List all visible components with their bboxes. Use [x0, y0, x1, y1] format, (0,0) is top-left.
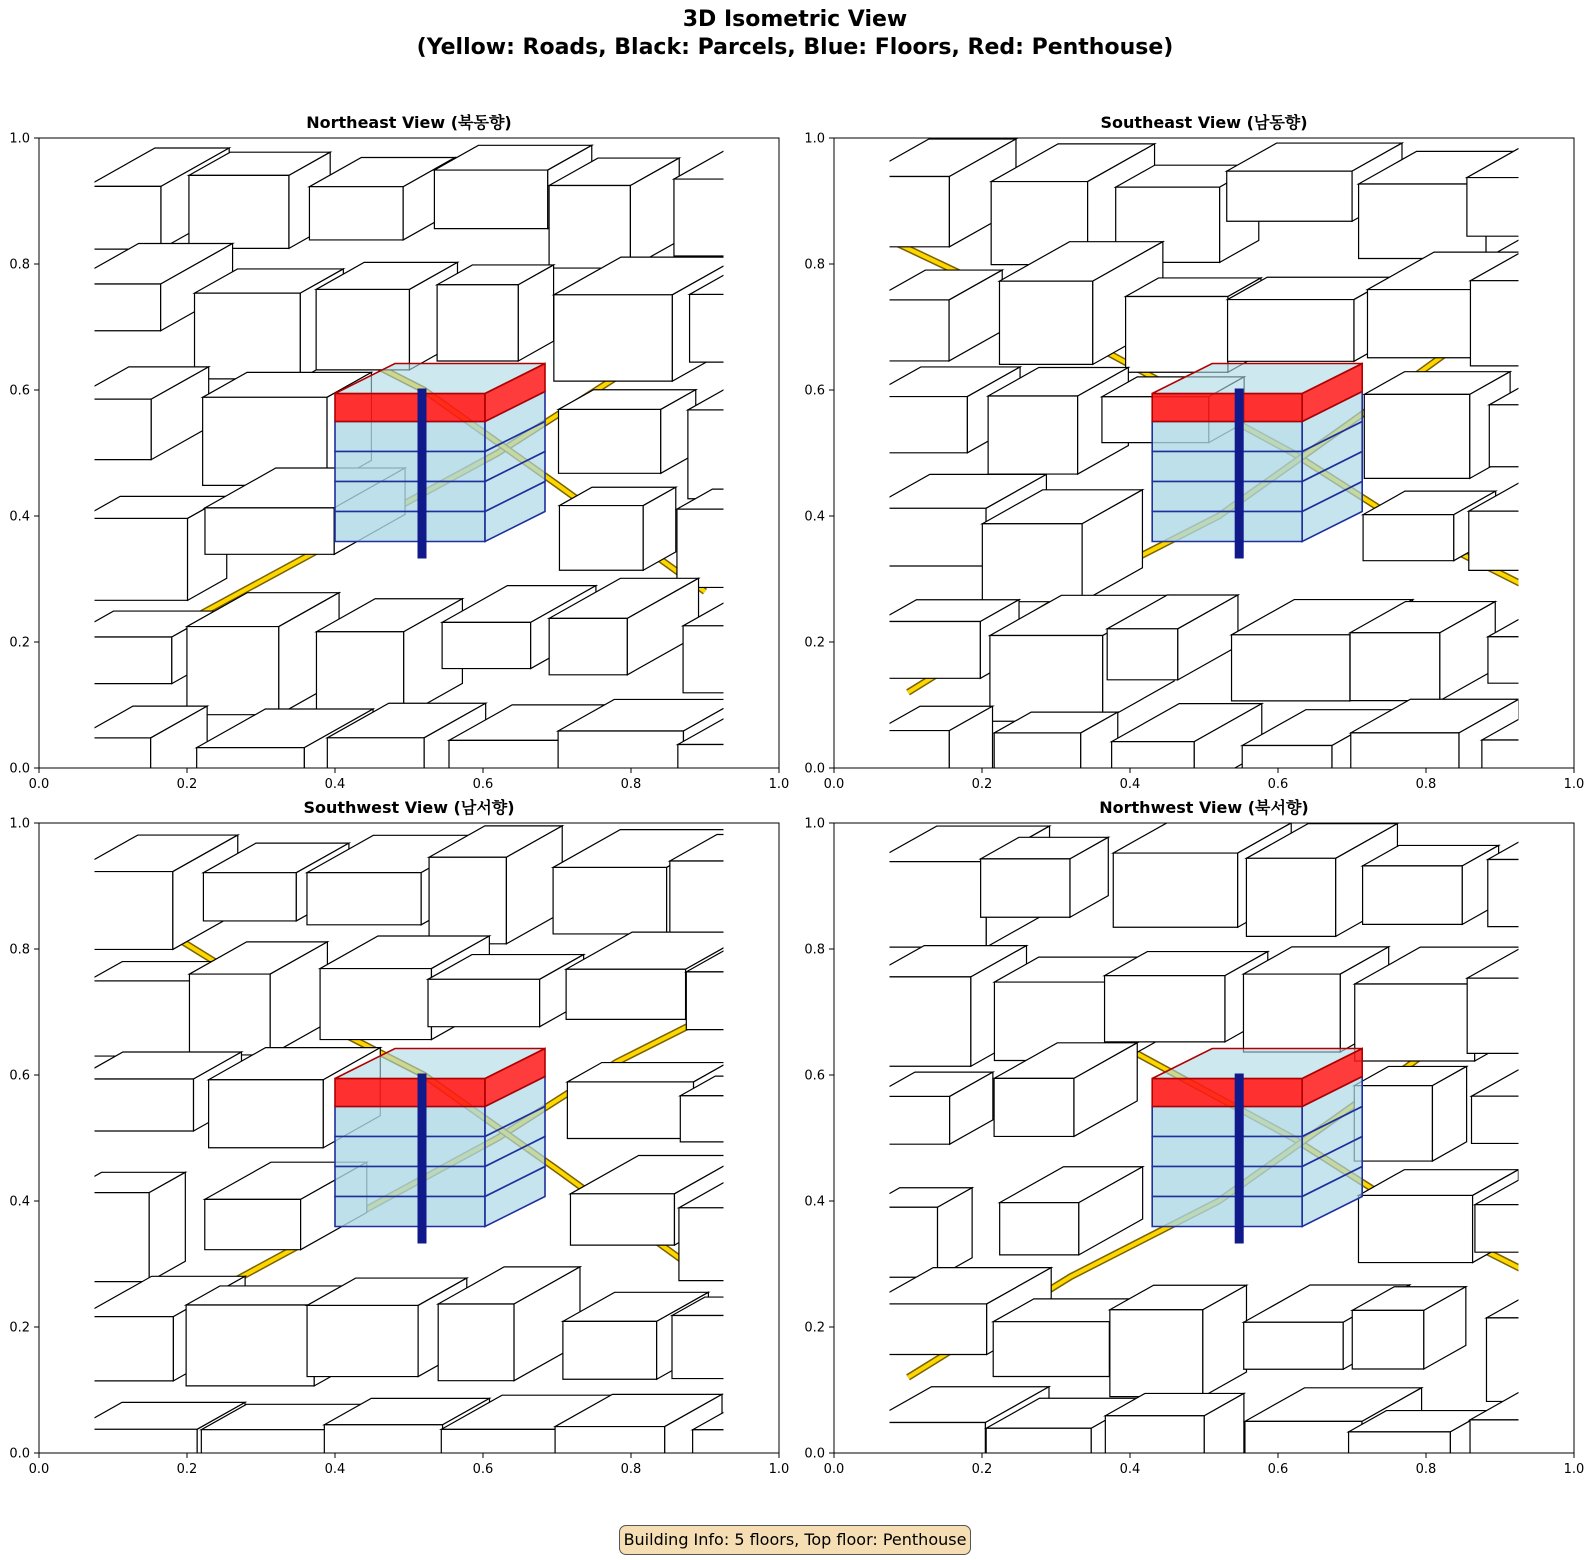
panel-title: Southwest View (남서향) [303, 798, 515, 817]
y-tick-label: 0.4 [804, 509, 825, 525]
y-tick-label: 0.6 [804, 1068, 825, 1084]
parcel-building-face [189, 974, 270, 1055]
parcel-building-face [309, 187, 403, 240]
y-tick-label: 0.6 [9, 1068, 30, 1084]
core-column [418, 389, 427, 559]
parcel-building-face [71, 399, 151, 459]
building-info-box: Building Info: 5 floors, Top floor: Penthouse [619, 1525, 971, 1555]
y-tick-label: 0.2 [9, 1320, 30, 1336]
parcel-building-face [307, 873, 421, 925]
x-tick-label: 1.0 [768, 777, 790, 792]
floor-front-2 [335, 452, 485, 482]
core-column [1235, 389, 1244, 559]
target-building [1152, 1049, 1362, 1244]
y-tick-label: 1.0 [804, 816, 825, 832]
parcel-building-face [1000, 1203, 1079, 1255]
y-tick-label: 0.0 [804, 1446, 825, 1462]
parcel-building-face [567, 1082, 693, 1139]
parcel-building-face [195, 293, 301, 379]
parcel-building-face [1227, 171, 1352, 221]
penthouse-front [335, 1079, 485, 1107]
parcel-building-face [683, 626, 773, 693]
parcel-building-top [674, 147, 821, 179]
parcel-building-face [1228, 300, 1354, 362]
parcel-building-face [993, 1322, 1109, 1377]
figure-title: 3D Isometric View [682, 7, 908, 32]
parcel-building-face [988, 396, 1078, 474]
y-tick-label: 0.2 [804, 635, 825, 651]
parcel-building-face [201, 1430, 327, 1506]
figure-subtitle: (Yellow: Roads, Black: Parcels, Blue: Floors, Red: Penthouse) [416, 35, 1174, 60]
parcel-building-face [187, 627, 279, 715]
panel-title: Southeast View (남동향) [1100, 113, 1308, 132]
panel-southwest [9, 798, 856, 1518]
parcel-building-face [75, 1079, 194, 1131]
floor-front-1 [335, 1107, 485, 1137]
y-tick-label: 0.8 [9, 257, 30, 273]
parcel-building-side [762, 1076, 797, 1142]
panel-title: Northeast View (북동향) [306, 113, 512, 132]
y-tick-label: 0.2 [804, 1320, 825, 1336]
parcel-building-face [205, 508, 334, 554]
panel-northwest [804, 798, 1590, 1517]
parcel-building-face [686, 972, 783, 1030]
parcel-building-face [549, 186, 630, 269]
parcel-building-face [677, 509, 762, 587]
parcel-building-face [680, 1096, 762, 1142]
parcel-building-face [76, 738, 150, 821]
parcel-building-face [865, 1207, 937, 1277]
parcel-building-top [1488, 836, 1590, 860]
scene [834, 139, 1590, 819]
panel-northeast [9, 113, 866, 821]
x-tick-label: 0.8 [620, 1462, 642, 1477]
x-tick-label: 1.0 [1563, 1462, 1585, 1477]
x-tick-label: 1.0 [1563, 777, 1585, 792]
parcel-building-face [441, 1429, 561, 1474]
parcel-building-face [1355, 984, 1475, 1061]
parcel-building-face [1364, 394, 1469, 478]
parcel-building-face [570, 1194, 674, 1245]
y-tick-label: 0.6 [804, 383, 825, 399]
x-tick-label: 0.8 [1415, 1462, 1437, 1477]
core-column [418, 1074, 427, 1244]
x-tick-label: 0.8 [1415, 777, 1437, 792]
parcel-building-face [872, 1096, 950, 1144]
parcel-building-face [877, 731, 950, 811]
parcel-building-face [80, 1317, 173, 1381]
parcel-building-face [209, 1080, 324, 1148]
core-column [1235, 1074, 1244, 1244]
parcel-building-face [437, 285, 518, 361]
x-tick-label: 1.0 [768, 1462, 790, 1477]
parcel-building-face [1470, 1420, 1577, 1474]
parcel-building-side [1542, 149, 1590, 237]
parcel-building-face [1105, 976, 1225, 1042]
x-tick-label: 0.0 [28, 1462, 50, 1477]
parcel-building-face [1486, 1318, 1562, 1402]
parcel-building-face [869, 508, 986, 566]
y-tick-label: 0.8 [804, 942, 825, 958]
parcel-building-side [765, 147, 821, 255]
floor-front-4 [1152, 512, 1302, 542]
parcel-building-face [434, 170, 547, 229]
x-tick-label: 0.4 [1119, 777, 1141, 792]
floor-front-1 [1152, 1107, 1302, 1137]
parcel-building-face [429, 857, 506, 944]
parcel-building-face [1358, 1195, 1472, 1262]
parcel-building-face [316, 289, 409, 369]
parcel-building-face [566, 969, 685, 1019]
parcel-building-face [999, 281, 1092, 364]
panel-title: Northwest View (북서향) [1099, 798, 1309, 817]
floor-front-2 [1152, 1137, 1302, 1167]
parcel-building-face [868, 397, 967, 453]
y-tick-label: 0.8 [804, 257, 825, 273]
x-tick-label: 0.4 [324, 777, 346, 792]
parcel-building-side [1584, 597, 1590, 683]
penthouse-front [335, 394, 485, 422]
parcel-building-face [1363, 515, 1454, 561]
parcel-building-face [1472, 1096, 1554, 1143]
parcel-building-face [428, 979, 540, 1026]
parcel-building-face [873, 862, 986, 947]
parcel-building-face [1488, 637, 1584, 683]
x-tick-label: 0.4 [1119, 1462, 1141, 1477]
parcel-building-face [67, 284, 161, 331]
floor-front-1 [335, 422, 485, 452]
y-tick-label: 1.0 [9, 131, 30, 147]
parcel-building-face [1105, 1416, 1204, 1502]
parcel-building-face [1113, 853, 1237, 927]
y-tick-label: 1.0 [9, 816, 30, 832]
parcel-building-face [1354, 1086, 1432, 1161]
parcel-building-face [1232, 635, 1350, 701]
parcel-building-face [87, 186, 161, 249]
parcel-building-face [559, 409, 661, 473]
parcel-building-face [1482, 740, 1578, 803]
floor-front-4 [335, 1197, 485, 1227]
parcel-building-face [559, 506, 643, 571]
scene [39, 826, 856, 1518]
x-tick-label: 0.2 [971, 1462, 993, 1477]
penthouse-front [1152, 1079, 1302, 1107]
parcel-building-face [1470, 281, 1541, 366]
parcel-building-face [1351, 733, 1459, 787]
parcel-building-side [1560, 1172, 1590, 1253]
parcel-building-top [1472, 1066, 1590, 1097]
parcel-building-face [1242, 745, 1332, 803]
parcel-building-face [868, 1423, 986, 1485]
parcel-building-face [869, 977, 971, 1066]
parcel-building-face [869, 1304, 987, 1355]
parcel-building-face [1245, 1421, 1362, 1475]
parcel-building-face [307, 1305, 418, 1376]
y-tick-label: 0.2 [9, 635, 30, 651]
penthouse-front [1152, 394, 1302, 422]
parcel-building-face [1244, 1322, 1343, 1369]
floor-front-2 [1152, 452, 1302, 482]
parcel-building-face [563, 1321, 657, 1379]
parcel-building-face [67, 637, 171, 684]
x-tick-label: 0.0 [28, 777, 50, 792]
parcel-building-face [1488, 860, 1590, 927]
parcel-building-face [189, 175, 289, 248]
parcel-building-side [1542, 243, 1590, 366]
parcel-building-side [1553, 1066, 1590, 1144]
parcel-building-face [555, 1427, 665, 1476]
parcel-building-face [1367, 290, 1486, 358]
x-tick-label: 0.2 [176, 1462, 198, 1477]
parcel-building-face [186, 1305, 314, 1386]
parcel-building-top [566, 932, 751, 969]
parcel-building-face [438, 1304, 514, 1381]
parcel-building-face [320, 969, 431, 1040]
parcel-building-face [1467, 178, 1542, 237]
parcel-building-face [872, 300, 949, 361]
parcel-building-face [554, 295, 673, 381]
parcel-building-face [1243, 974, 1340, 1052]
parcel-building-face [1246, 858, 1335, 936]
parcel-building-top [1488, 597, 1590, 637]
parcel-building-face [553, 867, 667, 933]
parcel-building-face [1352, 1310, 1424, 1369]
x-tick-label: 0.2 [176, 777, 198, 792]
floor-front-4 [335, 512, 485, 542]
floor-front-3 [335, 482, 485, 512]
parcel-building-face [878, 621, 981, 678]
x-tick-label: 0.6 [472, 1462, 494, 1477]
parcel-building-face [990, 636, 1103, 722]
parcel-building-face [197, 748, 305, 811]
parcel-building-face [1350, 633, 1440, 701]
parcel-building-side [1563, 1298, 1590, 1402]
y-tick-label: 0.0 [804, 761, 825, 777]
x-tick-label: 0.6 [1267, 1462, 1289, 1477]
parcel-building-face [862, 176, 949, 246]
parcel-building-face [81, 518, 188, 600]
parcel-building-face [674, 179, 765, 256]
y-tick-label: 0.4 [9, 509, 30, 525]
floor-front-1 [1152, 422, 1302, 452]
x-tick-label: 0.6 [472, 777, 494, 792]
floor-front-3 [335, 1167, 485, 1197]
parcel-building-face [679, 1208, 764, 1281]
parcel-building-face [1363, 866, 1463, 924]
panel-southeast [804, 113, 1590, 819]
parcel-building-face [73, 872, 173, 950]
x-tick-label: 0.0 [823, 777, 845, 792]
parcel-building-face [1110, 1310, 1203, 1397]
parcel-building-face [994, 1078, 1074, 1136]
y-tick-label: 0.8 [9, 942, 30, 958]
x-tick-label: 0.4 [324, 1462, 346, 1477]
y-tick-label: 0.4 [804, 1194, 825, 1210]
parcel-building-face [203, 873, 296, 921]
y-tick-label: 0.4 [9, 1194, 30, 1210]
x-tick-label: 0.8 [620, 777, 642, 792]
x-tick-label: 0.2 [971, 777, 993, 792]
floor-front-3 [1152, 1167, 1302, 1197]
parcel-building-face [1107, 629, 1178, 680]
parcel-building-face [442, 622, 531, 668]
parcel-building-face [1489, 405, 1590, 467]
x-tick-label: 0.6 [1267, 777, 1289, 792]
parcel-building-side [789, 835, 836, 947]
floor-front-3 [1152, 482, 1302, 512]
y-tick-label: 0.0 [9, 1446, 30, 1462]
parcel-building-face [688, 410, 771, 499]
parcel-building-side [793, 1297, 826, 1379]
parcel-building-face [1126, 296, 1228, 372]
parcel-building-face [65, 1193, 149, 1282]
parcel-building-top [688, 390, 807, 410]
parcel-building-face [986, 1428, 1091, 1510]
y-tick-label: 0.6 [9, 383, 30, 399]
parcel-building-face [549, 618, 627, 674]
scene [834, 823, 1590, 1517]
parcel-building-face [1475, 1205, 1560, 1253]
floor-front-4 [1152, 1197, 1302, 1227]
y-tick-label: 1.0 [804, 131, 825, 147]
target-building [335, 1049, 545, 1244]
parcel-building-face [982, 524, 1082, 602]
scene [39, 145, 866, 821]
target-building [335, 364, 545, 559]
parcel-building-face [994, 733, 1081, 819]
parcel-building-face [205, 1199, 301, 1249]
parcel-building-face [1467, 978, 1590, 1053]
target-building [1152, 364, 1362, 559]
parcel-building-face [981, 859, 1070, 917]
parcel-building-face [1469, 511, 1590, 570]
parcel-building-top [683, 589, 839, 626]
parcel-building-face [672, 1316, 793, 1379]
floor-front-2 [335, 1137, 485, 1167]
parcel-building-side [771, 390, 807, 499]
y-tick-label: 0.0 [9, 761, 30, 777]
x-tick-label: 0.0 [823, 1462, 845, 1477]
